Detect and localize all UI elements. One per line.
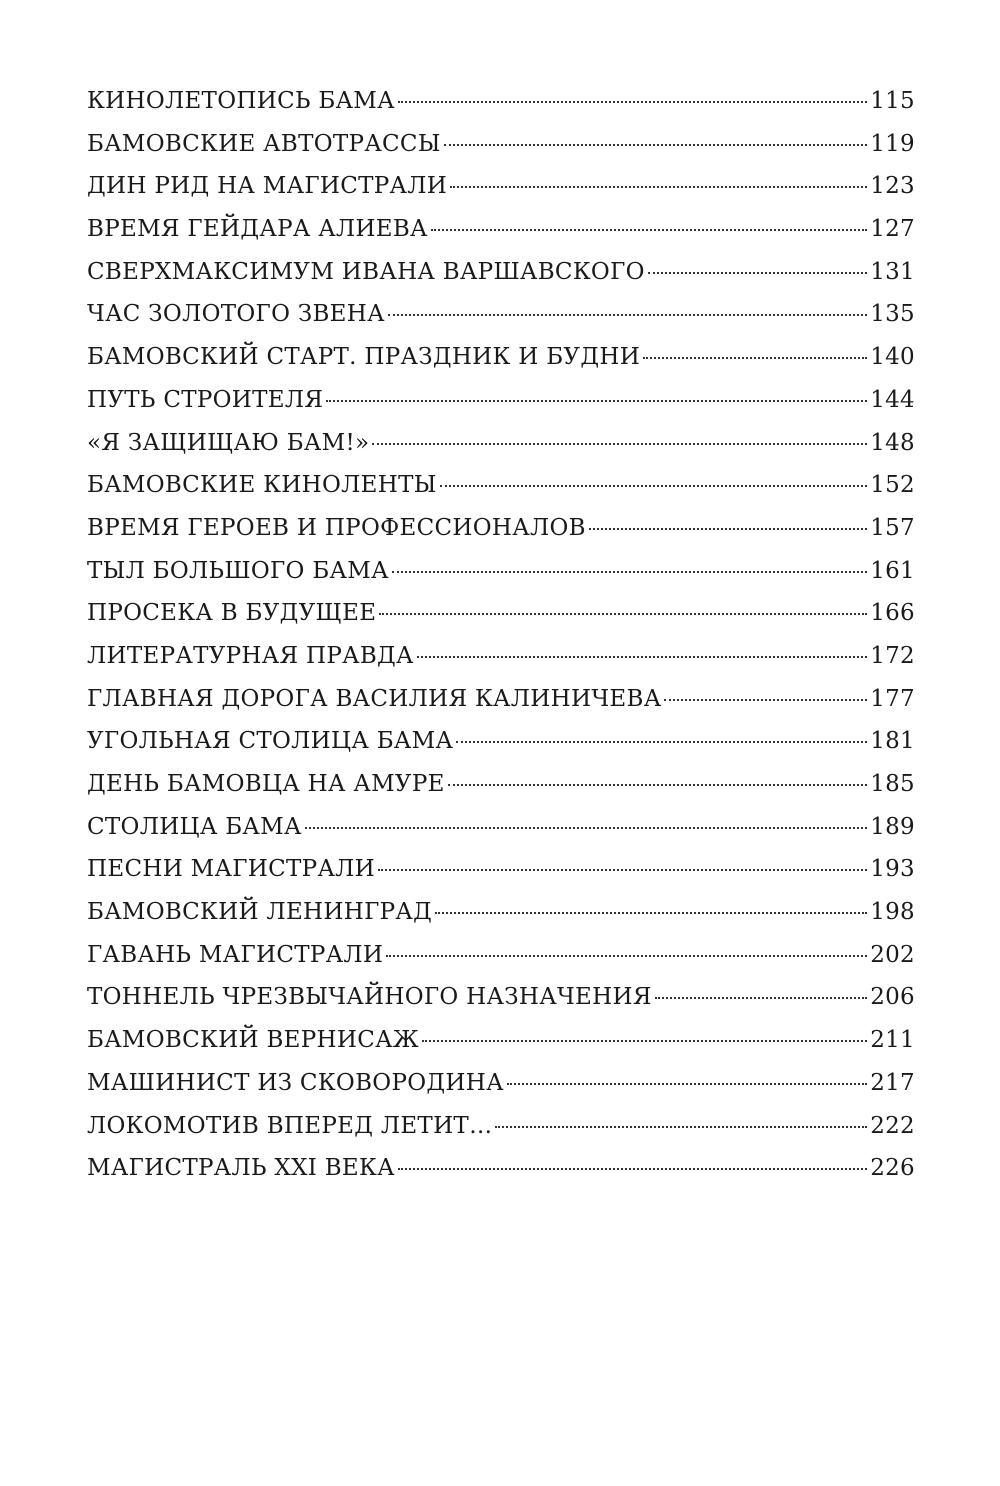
toc-entry-page: 119: [870, 130, 915, 157]
toc-entry: [87, 165, 915, 208]
toc-entry: [87, 1147, 915, 1190]
toc-entry-title: СВЕРХМАКСИМУМ ИВАНА ВАРШАВСКОГО: [87, 258, 645, 285]
toc-entry-title: ВРЕМЯ ГЕРОЕВ И ПРОФЕССИОНАЛОВ: [87, 514, 586, 541]
toc-entry-page: 222: [870, 1112, 915, 1139]
toc-entry: [87, 464, 915, 507]
toc-dot-leader: [456, 741, 867, 743]
toc-entry: [87, 678, 915, 721]
toc-entry-page: 140: [870, 344, 915, 371]
toc-entry-title: ЧАС ЗОЛОТОГО ЗВЕНА: [87, 301, 385, 328]
toc-entry-title: ПЕСНИ МАГИСТРАЛИ: [87, 856, 376, 883]
toc-entry-page: 115: [870, 88, 915, 114]
toc-entry-page: 211: [870, 1027, 915, 1054]
toc-entry-title: БАМОВСКИЙ ВЕРНИСАЖ: [87, 1027, 419, 1054]
toc-dot-leader: [450, 186, 867, 188]
toc-entry-page: 131: [870, 258, 915, 285]
toc-entry-title: БАМОВСКИЙ СТАРТ. ПРАЗДНИК И БУДНИ: [87, 344, 641, 371]
toc-dot-leader: [448, 784, 867, 786]
toc-entry-title: «Я ЗАЩИЩАЮ БАМ!»: [87, 429, 370, 456]
toc-entry-title: ПРОСЕКА В БУДУЩЕЕ: [87, 600, 377, 627]
toc-entry-title: ГАВАНЬ МАГИСТРАЛИ: [87, 941, 384, 968]
toc-entry: [87, 1062, 915, 1105]
toc-entry: [87, 123, 915, 166]
toc-dot-leader: [326, 400, 867, 402]
toc-entry: [87, 422, 915, 465]
toc-entry-page: 166: [870, 600, 915, 627]
toc-entry-title: ПУТЬ СТРОИТЕЛЯ: [87, 386, 324, 413]
toc-entry-page: 148: [870, 429, 915, 456]
toc-entry-title: ДИН РИД НА МАГИСТРАЛИ: [87, 173, 448, 200]
toc-dot-leader: [648, 272, 867, 274]
toc-entry-title: ТЫЛ БОЛЬШОГО БАМА: [87, 557, 389, 584]
toc-entry-title: ГЛАВНАЯ ДОРОГА ВАСИЛИЯ КАЛИНИЧЕВА: [87, 685, 662, 712]
toc-dot-leader: [655, 997, 867, 999]
toc-entry-page: 172: [870, 642, 915, 669]
toc-entry-page: 127: [870, 216, 915, 243]
toc-entry-page: 198: [870, 899, 915, 926]
toc-entry-title: ЛИТЕРАТУРНАЯ ПРАВДА: [87, 642, 414, 669]
toc-entry: [87, 80, 915, 123]
toc-dot-leader: [440, 485, 868, 487]
toc-entry: [87, 550, 915, 593]
toc-entry: [87, 635, 915, 678]
toc-entry-page: 135: [870, 301, 915, 328]
toc-entry-page: 206: [870, 984, 915, 1011]
toc-entry-title: КИНОЛЕТОПИСЬ БАМА: [87, 88, 395, 114]
toc-dot-leader: [392, 571, 867, 573]
toc-entry: [87, 336, 915, 379]
toc-dot-leader: [417, 656, 867, 658]
toc-entry-title: ДЕНЬ БАМОВЦА НА АМУРЕ: [87, 771, 445, 797]
toc-dot-leader: [378, 869, 867, 871]
toc-entry: [87, 208, 915, 251]
toc-entry-title: БАМОВСКИЕ КИНОЛЕНТЫ: [87, 472, 437, 499]
toc-entry: [87, 507, 915, 550]
table-of-contents: [87, 80, 915, 1190]
toc-entry-title: УГОЛЬНАЯ СТОЛИЦА БАМА: [87, 728, 454, 755]
toc-entry-page: 217: [870, 1069, 915, 1096]
toc-entry: [87, 806, 915, 849]
toc-entry-title: БАМОВСКИЕ АВТОТРАССЫ: [87, 130, 441, 157]
toc-dot-leader: [305, 827, 867, 829]
toc-entry-page: 123: [870, 173, 915, 200]
toc-entry-page: 193: [870, 856, 915, 883]
toc-entry: [87, 1019, 915, 1062]
toc-dot-leader: [507, 1083, 867, 1085]
toc-entry: [87, 891, 915, 934]
toc-entry: [87, 934, 915, 977]
toc-entry: [87, 763, 915, 806]
toc-entry-page: 152: [870, 472, 915, 499]
toc-entry-page: 226: [870, 1155, 915, 1182]
toc-dot-leader: [435, 912, 867, 914]
toc-entry-title: МАГИСТРАЛЬ XXI ВЕКА: [87, 1155, 395, 1182]
toc-entry-title: ТОННЕЛЬ ЧРЕЗВЫЧАЙНОГО НАЗНАЧЕНИЯ: [87, 984, 652, 1011]
toc-dot-leader: [589, 528, 867, 530]
toc-entry: [87, 251, 915, 294]
toc-entry: [87, 976, 915, 1019]
toc-dot-leader: [643, 357, 867, 359]
toc-entry-title: СТОЛИЦА БАМА: [87, 813, 302, 840]
toc-entry-title: ЛОКОМОТИВ ВПЕРЕД ЛЕТИТ…: [87, 1112, 493, 1139]
toc-entry-page: 202: [870, 941, 915, 968]
toc-dot-leader: [379, 613, 867, 615]
toc-entry: [87, 293, 915, 336]
toc-entry-title: ВРЕМЯ ГЕЙДАРА АЛИЕВА: [87, 216, 428, 243]
toc-entry-page: 177: [870, 685, 915, 712]
toc-dot-leader: [444, 144, 867, 146]
toc-entry-title: БАМОВСКИЙ ЛЕНИНГРАД: [87, 899, 433, 926]
toc-entry-page: 161: [870, 557, 915, 584]
toc-dot-leader: [664, 699, 867, 701]
toc-entry-page: 144: [870, 386, 915, 413]
toc-dot-leader: [386, 955, 867, 957]
toc-dot-leader: [422, 1040, 867, 1042]
toc-dot-leader: [398, 1168, 867, 1170]
toc-dot-leader: [388, 314, 867, 316]
toc-dot-leader: [495, 1126, 867, 1128]
toc-entry: [87, 848, 915, 891]
toc-entry-page: 185: [870, 771, 915, 797]
toc-dot-leader: [372, 443, 867, 445]
toc-entry: [87, 720, 915, 763]
toc-entry: [87, 379, 915, 422]
toc-entry: [87, 592, 915, 635]
toc-entry-page: 181: [870, 728, 915, 755]
toc-dot-leader: [398, 101, 867, 103]
toc-entry: [87, 1105, 915, 1148]
toc-entry-title: МАШИНИСТ ИЗ СКОВОРОДИНА: [87, 1069, 504, 1096]
toc-entry-page: 157: [870, 514, 915, 541]
toc-entry-page: 189: [870, 813, 915, 840]
toc-dot-leader: [431, 229, 867, 231]
